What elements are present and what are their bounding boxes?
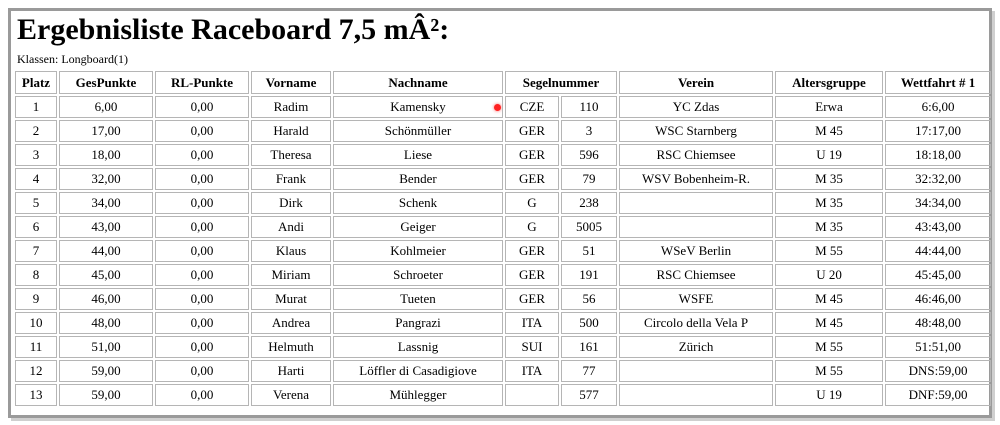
cell-segelnummer: 5005: [561, 216, 617, 238]
cell-nation: SUI: [505, 336, 559, 358]
cell-rl-punkte: 0,00: [155, 264, 249, 286]
cell-nachname: Tueten: [333, 288, 503, 310]
cell-nachname-wrap: [333, 96, 503, 118]
table-row: [15, 192, 991, 214]
cell-nation: ITA: [505, 360, 559, 382]
cell-wettfahrt-1: 45:45,00: [885, 264, 991, 286]
cell-rl-punkte: 0,00: [155, 312, 249, 334]
cell-vorname: Dirk: [251, 192, 331, 214]
cell-rl-punkte: 0,00: [155, 288, 249, 310]
cell-nation: GER: [505, 168, 559, 190]
cell-nation: GER: [505, 120, 559, 142]
cell-nachname: Pangrazi: [333, 312, 503, 334]
cell-gespunkte: 43,00: [59, 216, 153, 238]
cell-segelnummer: 110: [561, 96, 617, 118]
cell-altersgruppe: M 35: [775, 192, 883, 214]
cell-platz: 1: [15, 96, 57, 118]
cell-gespunkte: 17,00: [59, 120, 153, 142]
cell-altersgruppe: U 19: [775, 384, 883, 406]
cell-gespunkte: 45,00: [59, 264, 153, 286]
col-segelnummer: Segelnummer: [505, 71, 617, 94]
cell-rl-punkte: 0,00: [155, 336, 249, 358]
cell-segelnummer: 577: [561, 384, 617, 406]
cell-wettfahrt-1: DNF:59,00: [885, 384, 991, 406]
cell-gespunkte: 34,00: [59, 192, 153, 214]
cell-vorname: Andi: [251, 216, 331, 238]
cell-nation: G: [505, 192, 559, 214]
cell-verein: [619, 360, 773, 382]
cell-altersgruppe: M 45: [775, 288, 883, 310]
cell-nation: GER: [505, 264, 559, 286]
cell-nation: [505, 384, 559, 406]
cell-nachname: Liese: [333, 144, 503, 166]
cell-nachname: Lassnig: [333, 336, 503, 358]
cell-platz: 13: [15, 384, 57, 406]
cell-nation: GER: [505, 144, 559, 166]
cell-wettfahrt-1: 17:17,00: [885, 120, 991, 142]
cell-vorname: Harald: [251, 120, 331, 142]
results-panel: [8, 8, 992, 418]
cell-altersgruppe: M 55: [775, 336, 883, 358]
cell-nachname: Kamensky: [390, 99, 446, 114]
cell-altersgruppe: M 45: [775, 120, 883, 142]
col-vorname: Vorname: [251, 71, 331, 94]
cell-segelnummer: 238: [561, 192, 617, 214]
cell-rl-punkte: 0,00: [155, 360, 249, 382]
cell-nachname: Bender: [333, 168, 503, 190]
col-gespunkte: GesPunkte: [59, 71, 153, 94]
cell-gespunkte: 32,00: [59, 168, 153, 190]
table-row: [15, 264, 991, 286]
cell-vorname: Miriam: [251, 264, 331, 286]
cell-wettfahrt-1: DNS:59,00: [885, 360, 991, 382]
table-row: [15, 96, 991, 118]
cell-altersgruppe: M 55: [775, 360, 883, 382]
page-title: Ergebnisliste Raceboard 7,5 mÂ²:: [17, 13, 450, 46]
cell-verein: [619, 192, 773, 214]
cell-verein: [619, 384, 773, 406]
cell-wettfahrt-1: 18:18,00: [885, 144, 991, 166]
table-row: [15, 240, 991, 262]
cell-segelnummer: 596: [561, 144, 617, 166]
cell-vorname: Radim: [251, 96, 331, 118]
cell-vorname: Helmuth: [251, 336, 331, 358]
cell-verein: WSFE: [619, 288, 773, 310]
cell-gespunkte: 59,00: [59, 384, 153, 406]
cell-platz: 7: [15, 240, 57, 262]
cell-wettfahrt-1: 6:6,00: [885, 96, 991, 118]
cell-verein: Zürich: [619, 336, 773, 358]
cell-nachname: Schroeter: [333, 264, 503, 286]
cell-platz: 4: [15, 168, 57, 190]
cell-platz: 6: [15, 216, 57, 238]
cell-rl-punkte: 0,00: [155, 144, 249, 166]
cell-gespunkte: 46,00: [59, 288, 153, 310]
cell-verein: RSC Chiemsee: [619, 144, 773, 166]
cell-rl-punkte: 0,00: [155, 384, 249, 406]
cell-nation: ITA: [505, 312, 559, 334]
cell-vorname: Harti: [251, 360, 331, 382]
class-subtitle: Klassen: Longboard(1): [17, 52, 128, 66]
cell-altersgruppe: M 35: [775, 168, 883, 190]
cell-segelnummer: 56: [561, 288, 617, 310]
table-row: [15, 144, 991, 166]
table-row: [15, 216, 991, 238]
cell-vorname: Verena: [251, 384, 331, 406]
cell-nachname: Schönmüller: [333, 120, 503, 142]
header-row: [15, 71, 991, 94]
col-wettfahrt-1: Wettfahrt # 1: [885, 71, 991, 94]
cell-gespunkte: 44,00: [59, 240, 153, 262]
cell-rl-punkte: 0,00: [155, 240, 249, 262]
cell-platz: 3: [15, 144, 57, 166]
cell-segelnummer: 191: [561, 264, 617, 286]
cell-gespunkte: 6,00: [59, 96, 153, 118]
table-row: [15, 360, 991, 382]
cell-wettfahrt-1: 44:44,00: [885, 240, 991, 262]
cell-vorname: Frank: [251, 168, 331, 190]
cell-vorname: Murat: [251, 288, 331, 310]
cell-platz: 12: [15, 360, 57, 382]
cell-altersgruppe: U 19: [775, 144, 883, 166]
cell-vorname: Klaus: [251, 240, 331, 262]
cell-platz: 2: [15, 120, 57, 142]
col-altersgruppe: Altersgruppe: [775, 71, 883, 94]
red-dot-icon: [494, 104, 501, 111]
cell-wettfahrt-1: 51:51,00: [885, 336, 991, 358]
col-nachname: Nachname: [333, 71, 503, 94]
cell-nachname: Schenk: [333, 192, 503, 214]
cell-vorname: Theresa: [251, 144, 331, 166]
cell-segelnummer: 79: [561, 168, 617, 190]
table-row: [15, 312, 991, 334]
table-row: [15, 384, 991, 406]
cell-verein: WSeV Berlin: [619, 240, 773, 262]
cell-segelnummer: 3: [561, 120, 617, 142]
cell-rl-punkte: 0,00: [155, 120, 249, 142]
cell-wettfahrt-1: 32:32,00: [885, 168, 991, 190]
cell-nachname: Löffler di Casadigiove: [333, 360, 503, 382]
cell-wettfahrt-1: 43:43,00: [885, 216, 991, 238]
cell-verein: [619, 216, 773, 238]
cell-verein: WSV Bobenheim-R.: [619, 168, 773, 190]
cell-segelnummer: 500: [561, 312, 617, 334]
col-platz: Platz: [15, 71, 57, 94]
cell-wettfahrt-1: 48:48,00: [885, 312, 991, 334]
cell-nation: CZE: [505, 96, 559, 118]
cell-nation: G: [505, 216, 559, 238]
cell-nachname: Mühlegger: [333, 384, 503, 406]
cell-gespunkte: 51,00: [59, 336, 153, 358]
cell-platz: 10: [15, 312, 57, 334]
col-rl-punkte: RL-Punkte: [155, 71, 249, 94]
cell-nation: GER: [505, 288, 559, 310]
cell-platz: 8: [15, 264, 57, 286]
results-table: [13, 69, 993, 408]
cell-altersgruppe: Erwa: [775, 96, 883, 118]
table-row: [15, 336, 991, 358]
cell-rl-punkte: 0,00: [155, 168, 249, 190]
cell-verein: YC Zdas: [619, 96, 773, 118]
cell-altersgruppe: M 35: [775, 216, 883, 238]
cell-segelnummer: 51: [561, 240, 617, 262]
cell-nachname: Kohlmeier: [333, 240, 503, 262]
cell-platz: 9: [15, 288, 57, 310]
cell-gespunkte: 48,00: [59, 312, 153, 334]
cell-rl-punkte: 0,00: [155, 96, 249, 118]
cell-verein: RSC Chiemsee: [619, 264, 773, 286]
cell-altersgruppe: U 20: [775, 264, 883, 286]
cell-altersgruppe: M 55: [775, 240, 883, 262]
cell-segelnummer: 77: [561, 360, 617, 382]
table-row: [15, 288, 991, 310]
cell-platz: 11: [15, 336, 57, 358]
cell-gespunkte: 18,00: [59, 144, 153, 166]
cell-verein: WSC Starnberg: [619, 120, 773, 142]
cell-verein: Circolo della Vela P: [619, 312, 773, 334]
cell-rl-punkte: 0,00: [155, 192, 249, 214]
cell-nachname: Geiger: [333, 216, 503, 238]
cell-segelnummer: 161: [561, 336, 617, 358]
cell-rl-punkte: 0,00: [155, 216, 249, 238]
cell-platz: 5: [15, 192, 57, 214]
cell-wettfahrt-1: 34:34,00: [885, 192, 991, 214]
col-verein: Verein: [619, 71, 773, 94]
cell-gespunkte: 59,00: [59, 360, 153, 382]
table-row: [15, 168, 991, 190]
cell-wettfahrt-1: 46:46,00: [885, 288, 991, 310]
cell-altersgruppe: M 45: [775, 312, 883, 334]
table-row: [15, 120, 991, 142]
cell-vorname: Andrea: [251, 312, 331, 334]
cell-nation: GER: [505, 240, 559, 262]
